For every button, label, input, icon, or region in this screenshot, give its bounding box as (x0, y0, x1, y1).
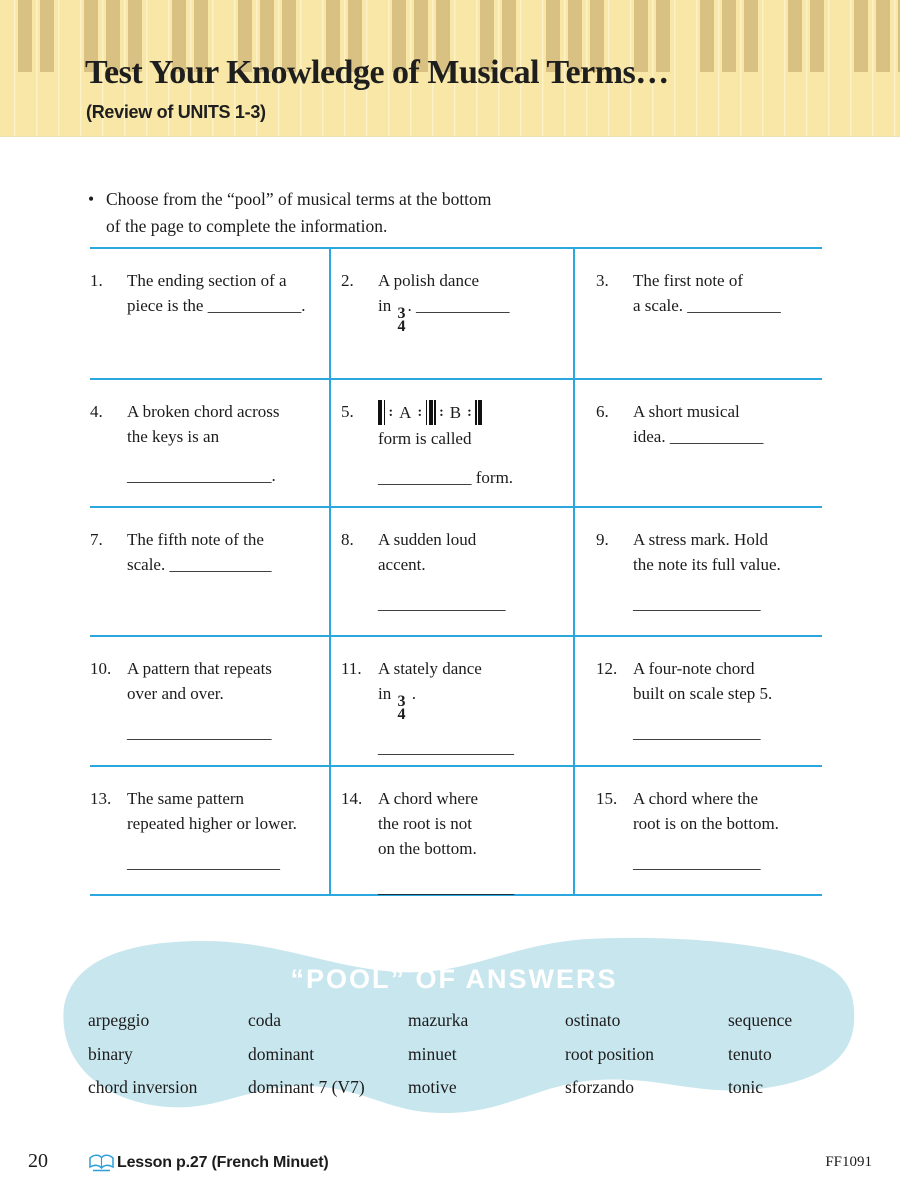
pool-word: mazurka (408, 1010, 469, 1030)
question-3: 3. The first note of a scale. ___________ (573, 247, 822, 378)
pool-column-2 (248, 1004, 408, 1105)
pool-column-4 (565, 1004, 728, 1105)
answer-blank: ________________ (378, 878, 514, 897)
question-number: 2. (341, 271, 354, 290)
pool-word: arpeggio (88, 1010, 150, 1030)
answer-blank: _______________ (378, 594, 506, 613)
pool-column-3 (408, 1004, 565, 1105)
answer-blank: __________________ (127, 853, 280, 872)
question-number: 3. (596, 271, 609, 290)
lesson-reference (88, 1153, 329, 1173)
question-number: 15. (596, 789, 618, 808)
answer-blank: _______________ (633, 723, 761, 742)
question-14: 14. A chord where the root is not on the bottom. ________________ (329, 765, 573, 896)
question-8: 8. A sudden loud accent. _______________ (329, 506, 573, 635)
question-2: 2. A polish dance in 3 4 . ___________ (329, 247, 573, 378)
pool-word: tonic (728, 1077, 763, 1097)
question-number: 10. (90, 659, 112, 678)
question-number: 6. (596, 402, 609, 421)
question-13: 13. The same pattern repeated higher or lower. __________________ (90, 765, 329, 896)
pool-column-5 (728, 1004, 792, 1105)
question-11: 11. A stately dance in 3 4 . ________________ (329, 635, 573, 765)
question-number: 7. (90, 530, 103, 549)
pool-word: tenuto (728, 1043, 772, 1064)
catalog-code: FF1091 (825, 1154, 872, 1170)
pool-column-1 (88, 1004, 248, 1105)
page-number: 20 (28, 1150, 48, 1172)
pool-word: dominant 7 (V7) (248, 1077, 365, 1097)
pool-word: root position (565, 1043, 654, 1064)
repeat-sign: : A : : B : (378, 399, 573, 426)
answer-pool (46, 928, 862, 1136)
question-number: 14. (341, 789, 363, 808)
time-signature-3-4: 3 4 (397, 693, 406, 723)
piano-keyboard-banner (0, 0, 900, 137)
pool-word: dominant (248, 1043, 315, 1064)
answer-blank: _______________ (633, 594, 761, 613)
pool-word: motive (408, 1077, 457, 1097)
answer-blank: _________________ (127, 723, 272, 742)
question-number: 4. (90, 402, 103, 421)
pool-word: ostinato (565, 1010, 621, 1030)
question-number: 5. (341, 402, 354, 421)
question-7: 7. The fifth note of the scale. ____________ (90, 506, 329, 635)
pool-word-list (88, 1004, 792, 1105)
question-5: 5. : A : : B : form is called ___________ form. (329, 378, 573, 506)
answer-blank: _______________ (633, 853, 761, 872)
open-book-icon (88, 1153, 115, 1173)
pool-heading: “POOL” OF ANSWERS (290, 964, 618, 994)
pool-word: coda (248, 1010, 282, 1030)
pool-word: minuet (408, 1043, 457, 1064)
lesson-label: Lesson p.27 (French Minuet) (117, 1154, 329, 1171)
question-10: 10. A pattern that repeats over and over. _________________ (90, 635, 329, 765)
question-9: 9. A stress mark. Hold the note its full value. _______________ (573, 506, 822, 635)
question-6: 6. A short musical idea. ___________ (573, 378, 822, 506)
question-number: 9. (596, 530, 609, 549)
question-number: 1. (90, 271, 103, 290)
question-4: 4. A broken chord across the keys is an _________________. (90, 378, 329, 506)
answer-blank: ___________ form. (378, 468, 514, 487)
page-subtitle: (Review of UNITS 1-3) (86, 102, 266, 122)
pool-word: sequence (728, 1010, 793, 1030)
question-grid (90, 247, 822, 896)
page-title: Test Your Knowledge of Musical Terms… (85, 54, 669, 91)
pool-word: sforzando (565, 1077, 635, 1097)
instruction-block (88, 186, 491, 240)
page-footer (0, 1148, 900, 1184)
time-signature-3-4: 3 4 (397, 305, 406, 335)
bullet-point: • (88, 189, 95, 209)
pool-word: binary (88, 1043, 133, 1064)
instruction-line-1: Choose from the “pool” of musical terms at the bottom (106, 189, 492, 209)
answer-blank: _________________. (127, 466, 276, 485)
question-number: 13. (90, 789, 112, 808)
instruction-line-2: of the page to complete the information. (106, 216, 388, 236)
answer-blank: ________________ (378, 738, 514, 757)
question-number: 8. (341, 530, 354, 549)
question-12: 12. A four-note chord built on scale step 5. _______________ (573, 635, 822, 765)
question-15: 15. A chord where the root is on the bottom. _______________ (573, 765, 822, 896)
question-number: 12. (596, 659, 618, 678)
question-number: 11. (341, 659, 362, 678)
pool-word: chord inversion (88, 1077, 198, 1097)
question-1: 1. The ending section of a piece is the ___________. (90, 247, 329, 378)
